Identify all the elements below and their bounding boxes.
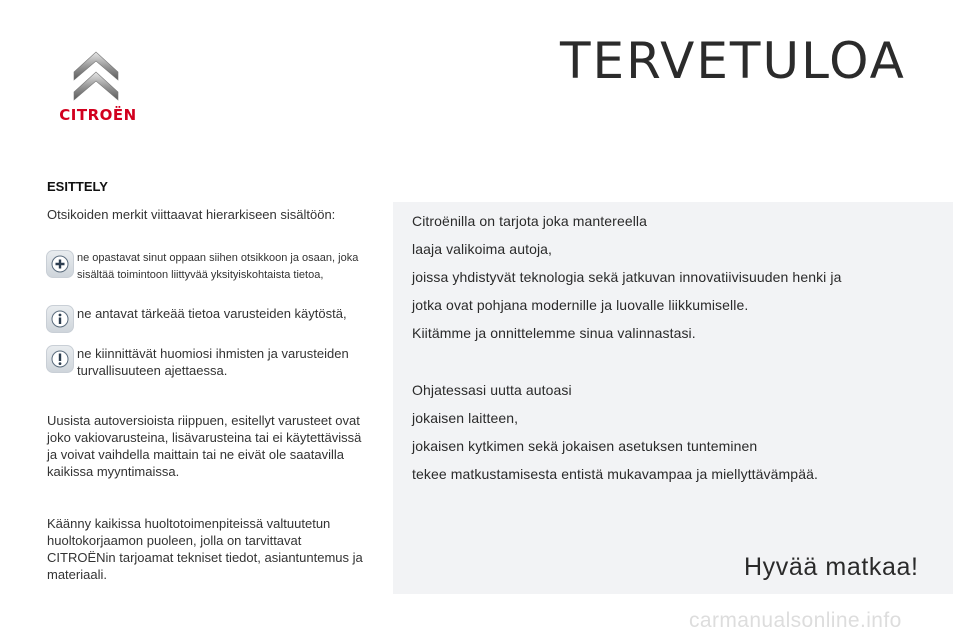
info-icon <box>46 305 74 333</box>
welcome-line: jokaisen kytkimen sekä jokaisen asetuksen tunteminen <box>412 438 758 454</box>
legend-text: ne opastavat sinut oppaan siihen otsikkoon ja osaan, joka sisältää toimintoon liittyvää yksityiskohtaista tietoa, <box>77 252 359 281</box>
intro-text: Otsikoiden merkit viittaavat hierarkiseen sisältöön: <box>47 207 336 222</box>
farewell-text: Hyvää matkaa! <box>744 553 919 581</box>
plus-icon <box>46 250 74 278</box>
welcome-line: Citroënilla on tarjota joka mantereella <box>412 213 648 229</box>
availability-paragraph: Uusista autoversioista riippuen, esitellyt varusteet ovat joko vakiovarusteina, lisävarusteina tai ei käytettävissä ja voivat vaihdella maittain tai ne eivät ole saatavilla kaikissa myyntimaissa. <box>47 413 362 479</box>
welcome-line: joissa yhdistyvät teknologia sekä jatkuvan innovatiivisuuden henki ja <box>412 269 842 285</box>
warning-icon <box>46 345 74 373</box>
section-heading: ESITTELY <box>47 179 108 194</box>
legend-text: ne kiinnittävät huomiosi ihmisten ja varusteiden turvallisuuteen ajettaessa. <box>77 346 349 378</box>
welcome-line: Kiitämme ja onnittelemme sinua valinnastasi. <box>412 325 696 341</box>
service-paragraph: Käänny kaikissa huoltotoimenpiteissä valtuutetun huoltokorjaamon puoleen, jolla on tarvittavat CITROËNin tarjoamat tekniset tiedot, asiantuntemus ja materiaali. <box>47 516 363 582</box>
welcome-line: Ohjatessasi uutta autoasi <box>412 382 572 398</box>
page-title: TERVETULOA <box>560 32 906 90</box>
welcome-line: jokaisen laitteen, <box>412 410 519 426</box>
watermark: carmanualsonline.info <box>689 609 902 632</box>
welcome-line: jotka ovat pohjana modernille ja luovalle liikkumiselle. <box>412 297 749 313</box>
welcome-panel <box>393 202 953 594</box>
brand-name: CITROËN <box>59 106 137 124</box>
welcome-line: laaja valikoima autoja, <box>412 241 553 257</box>
legend-text: ne antavat tärkeää tietoa varusteiden käytöstä, <box>77 306 347 321</box>
citroen-logo <box>46 46 146 132</box>
welcome-line: tekee matkustamisesta entistä mukavampaa ja miellyttävämpää. <box>412 466 818 482</box>
double-chevron-icon <box>72 46 120 102</box>
